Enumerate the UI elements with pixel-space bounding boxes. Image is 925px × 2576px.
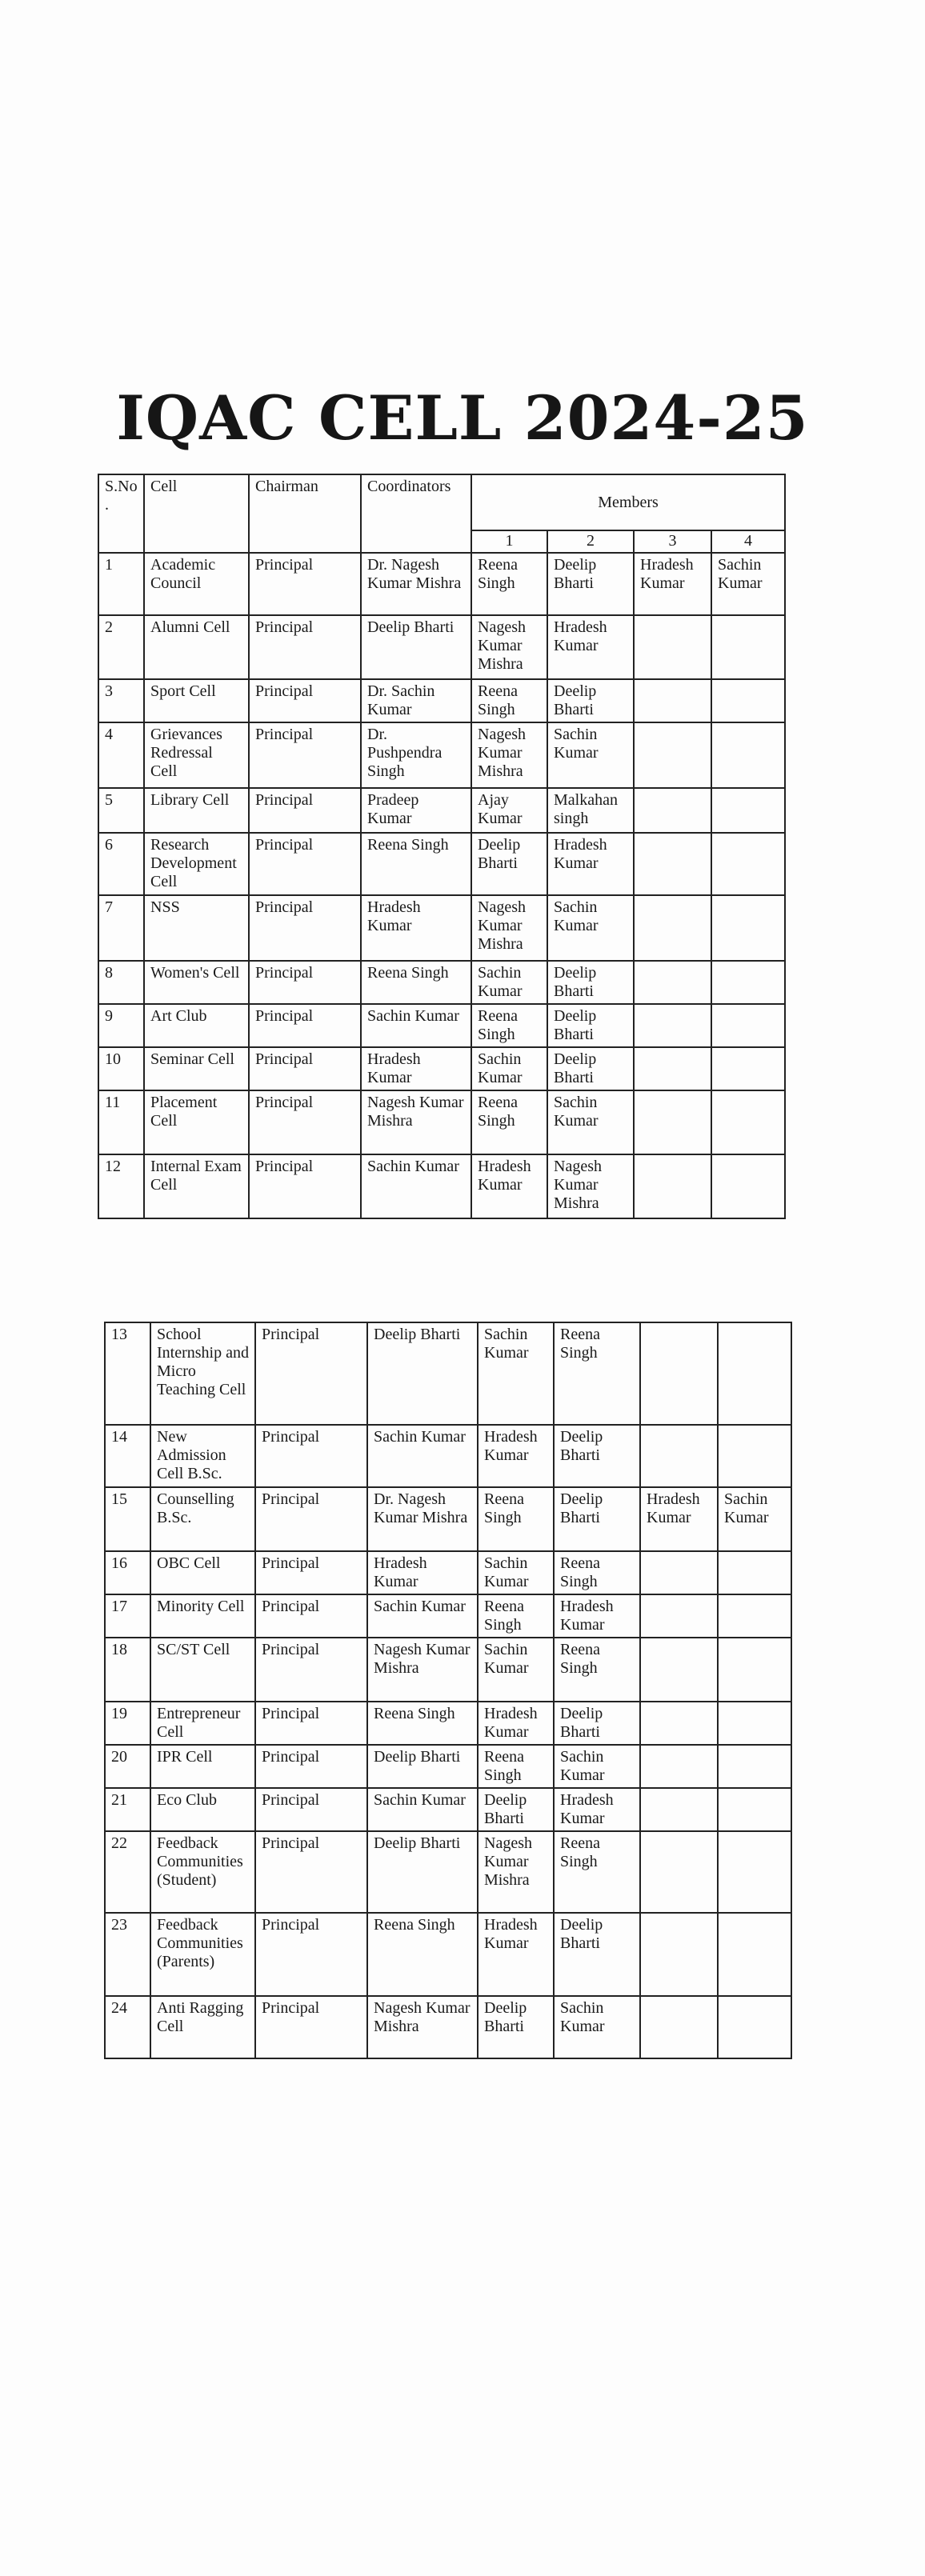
cell-m3 xyxy=(640,1831,718,1913)
table-row xyxy=(98,1047,785,1090)
cell-sno: 21 xyxy=(105,1788,150,1831)
table-row xyxy=(98,1090,785,1154)
cell-coordinator: Deelip Bharti xyxy=(367,1831,478,1913)
cell-m1: Reena Singh xyxy=(478,1487,554,1551)
cell-m1: Nagesh Kumar Mishra xyxy=(478,1831,554,1913)
cell-m1: Deelip Bharti xyxy=(478,1788,554,1831)
cell-m1: Ajay Kumar xyxy=(471,788,547,833)
member-number: 2 xyxy=(547,530,634,553)
cell-sno: 18 xyxy=(105,1638,150,1702)
cell-cell: IPR Cell xyxy=(150,1745,255,1788)
cell-chairman: Principal xyxy=(249,722,361,788)
cell-m4 xyxy=(718,1745,791,1788)
cell-coordinator: Sachin Kumar xyxy=(367,1594,478,1638)
cell-m4 xyxy=(718,1702,791,1745)
cell-cell: Feedback Communities (Parents) xyxy=(150,1913,255,1996)
cell-cell: Internal Exam Cell xyxy=(144,1154,249,1218)
header-row xyxy=(98,474,785,530)
cell-coordinator: Hradesh Kumar xyxy=(361,1047,471,1090)
cell-m3 xyxy=(634,788,711,833)
cell-m2: Sachin Kumar xyxy=(554,1996,640,2058)
cell-sno: 23 xyxy=(105,1913,150,1996)
cell-coordinator: Reena Singh xyxy=(361,961,471,1004)
table-row xyxy=(105,1322,791,1425)
cell-m2: Deelip Bharti xyxy=(547,1004,634,1047)
table-row xyxy=(105,1745,791,1788)
cell-coordinator: Sachin Kumar xyxy=(367,1788,478,1831)
cell-m3 xyxy=(634,1154,711,1218)
cell-m3 xyxy=(634,961,711,1004)
cell-m1: Reena Singh xyxy=(478,1745,554,1788)
cell-cell: New Admission Cell B.Sc. xyxy=(150,1425,255,1487)
cell-m4 xyxy=(711,833,785,895)
cell-m2: Sachin Kumar xyxy=(547,895,634,961)
cell-chairman: Principal xyxy=(255,1487,367,1551)
cell-m1: Hradesh Kumar xyxy=(478,1425,554,1487)
cell-coordinator: Sachin Kumar xyxy=(361,1004,471,1047)
cell-sno: 4 xyxy=(98,722,144,788)
cell-sno: 15 xyxy=(105,1487,150,1551)
cell-coordinator: Nagesh Kumar Mishra xyxy=(361,1090,471,1154)
cell-cell: Minority Cell xyxy=(150,1594,255,1638)
cell-m2: Reena Singh xyxy=(554,1638,640,1702)
cell-chairman: Principal xyxy=(255,1831,367,1913)
table-row xyxy=(105,1551,791,1594)
cell-m4 xyxy=(711,1154,785,1218)
cell-cell: Anti Ragging Cell xyxy=(150,1996,255,2058)
cell-m4: Sachin Kumar xyxy=(718,1487,791,1551)
cell-cell: Placement Cell xyxy=(144,1090,249,1154)
cell-m2: Hradesh Kumar xyxy=(547,833,634,895)
cell-coordinator: Sachin Kumar xyxy=(361,1154,471,1218)
cell-m3 xyxy=(640,1913,718,1996)
cell-m1: Reena Singh xyxy=(471,1004,547,1047)
table-row xyxy=(98,1004,785,1047)
cell-m2: Deelip Bharti xyxy=(547,679,634,722)
cell-sno: 20 xyxy=(105,1745,150,1788)
cell-m1: Deelip Bharti xyxy=(471,833,547,895)
cell-m1: Nagesh Kumar Mishra xyxy=(471,722,547,788)
cell-m3 xyxy=(640,1594,718,1638)
cell-m2: Deelip Bharti xyxy=(554,1702,640,1745)
cell-chairman: Principal xyxy=(255,1996,367,2058)
cell-coordinator: Dr. Sachin Kumar xyxy=(361,679,471,722)
cell-m1: Reena Singh xyxy=(471,1090,547,1154)
cell-m2: Hradesh Kumar xyxy=(554,1788,640,1831)
cell-m2: Deelip Bharti xyxy=(547,553,634,615)
cell-m4 xyxy=(711,615,785,679)
cell-cell: Art Club xyxy=(144,1004,249,1047)
table-row xyxy=(98,833,785,895)
cell-sno: 22 xyxy=(105,1831,150,1913)
table-row xyxy=(105,1996,791,2058)
cell-m2: Deelip Bharti xyxy=(547,961,634,1004)
table-row xyxy=(105,1594,791,1638)
cell-m1: Deelip Bharti xyxy=(478,1996,554,2058)
cell-chairman: Principal xyxy=(255,1425,367,1487)
cell-sno: 1 xyxy=(98,553,144,615)
cell-m4 xyxy=(711,961,785,1004)
cell-m3 xyxy=(640,1551,718,1594)
cell-m4 xyxy=(718,1831,791,1913)
cell-chairman: Principal xyxy=(255,1788,367,1831)
cell-m1: Nagesh Kumar Mishra xyxy=(471,895,547,961)
cell-cell: Research Development Cell xyxy=(144,833,249,895)
iqac-table-part-2 xyxy=(104,1322,792,2059)
cell-cell: Feedback Communities (Student) xyxy=(150,1831,255,1913)
member-number: 1 xyxy=(471,530,547,553)
cell-m3 xyxy=(640,1638,718,1702)
cell-m3: Hradesh Kumar xyxy=(634,553,711,615)
cell-m4 xyxy=(711,788,785,833)
cell-chairman: Principal xyxy=(255,1638,367,1702)
cell-m4 xyxy=(718,1996,791,2058)
cell-chairman: Principal xyxy=(249,1090,361,1154)
cell-m3 xyxy=(640,1996,718,2058)
cell-coordinator: Dr. Pushpendra Singh xyxy=(361,722,471,788)
cell-coordinator: Dr. Nagesh Kumar Mishra xyxy=(367,1487,478,1551)
cell-m4 xyxy=(718,1322,791,1425)
cell-m4 xyxy=(711,722,785,788)
cell-m4 xyxy=(718,1594,791,1638)
cell-chairman: Principal xyxy=(249,833,361,895)
cell-m4 xyxy=(718,1551,791,1594)
cell-m3 xyxy=(634,679,711,722)
cell-m3 xyxy=(634,833,711,895)
cell-sno: 11 xyxy=(98,1090,144,1154)
cell-m2: Hradesh Kumar xyxy=(554,1594,640,1638)
cell-chairman: Principal xyxy=(249,1154,361,1218)
cell-chairman: Principal xyxy=(249,961,361,1004)
header-chairman: Chairman xyxy=(249,474,361,553)
cell-m3 xyxy=(640,1745,718,1788)
cell-chairman: Principal xyxy=(249,788,361,833)
cell-m4 xyxy=(718,1913,791,1996)
page-title: IQAC CELL 2024-25 xyxy=(116,382,809,454)
header-cell: Cell xyxy=(144,474,249,553)
cell-m1: Hradesh Kumar xyxy=(478,1913,554,1996)
cell-cell: Sport Cell xyxy=(144,679,249,722)
cell-m4 xyxy=(711,1047,785,1090)
cell-m4 xyxy=(711,895,785,961)
cell-chairman: Principal xyxy=(255,1913,367,1996)
cell-sno: 2 xyxy=(98,615,144,679)
table-row xyxy=(98,722,785,788)
cell-cell: Eco Club xyxy=(150,1788,255,1831)
table-row xyxy=(105,1638,791,1702)
cell-cell: Counselling B.Sc. xyxy=(150,1487,255,1551)
cell-cell: Alumni Cell xyxy=(144,615,249,679)
cell-sno: 5 xyxy=(98,788,144,833)
cell-m1: Sachin Kumar xyxy=(478,1551,554,1594)
cell-m2: Sachin Kumar xyxy=(547,722,634,788)
cell-m2: Reena Singh xyxy=(554,1322,640,1425)
cell-m3 xyxy=(634,895,711,961)
cell-m2: Deelip Bharti xyxy=(554,1487,640,1551)
table-row xyxy=(105,1487,791,1551)
cell-m1: Sachin Kumar xyxy=(471,1047,547,1090)
cell-m3 xyxy=(634,1047,711,1090)
cell-coordinator: Deelip Bharti xyxy=(367,1322,478,1425)
cell-m4 xyxy=(711,1090,785,1154)
cell-cell: Academic Council xyxy=(144,553,249,615)
cell-coordinator: Sachin Kumar xyxy=(367,1425,478,1487)
cell-m1: Reena Singh xyxy=(478,1594,554,1638)
cell-cell: SC/ST Cell xyxy=(150,1638,255,1702)
cell-sno: 10 xyxy=(98,1047,144,1090)
cell-coordinator: Deelip Bharti xyxy=(367,1745,478,1788)
cell-coordinator: Deelip Bharti xyxy=(361,615,471,679)
cell-m4 xyxy=(718,1425,791,1487)
cell-sno: 17 xyxy=(105,1594,150,1638)
cell-m3 xyxy=(634,1004,711,1047)
cell-m2: Sachin Kumar xyxy=(554,1745,640,1788)
cell-sno: 24 xyxy=(105,1996,150,2058)
cell-m1: Sachin Kumar xyxy=(478,1638,554,1702)
cell-m3 xyxy=(640,1788,718,1831)
header-members: Members xyxy=(471,474,785,530)
cell-cell: Grievances Redressal Cell xyxy=(144,722,249,788)
cell-cell: OBC Cell xyxy=(150,1551,255,1594)
cell-cell: Seminar Cell xyxy=(144,1047,249,1090)
cell-coordinator: Hradesh Kumar xyxy=(367,1551,478,1594)
cell-m3 xyxy=(634,615,711,679)
table-row xyxy=(98,615,785,679)
cell-cell: Entrepreneur Cell xyxy=(150,1702,255,1745)
cell-m3 xyxy=(640,1322,718,1425)
cell-chairman: Principal xyxy=(249,1004,361,1047)
cell-coordinator: Pradeep Kumar xyxy=(361,788,471,833)
cell-m2: Deelip Bharti xyxy=(547,1047,634,1090)
cell-coordinator: Reena Singh xyxy=(361,833,471,895)
cell-m2: Deelip Bharti xyxy=(554,1913,640,1996)
cell-m2: Reena Singh xyxy=(554,1831,640,1913)
cell-m1: Hradesh Kumar xyxy=(471,1154,547,1218)
cell-coordinator: Reena Singh xyxy=(367,1913,478,1996)
cell-sno: 16 xyxy=(105,1551,150,1594)
cell-sno: 14 xyxy=(105,1425,150,1487)
table-row xyxy=(98,1154,785,1218)
cell-m1: Reena Singh xyxy=(471,553,547,615)
cell-m4 xyxy=(718,1788,791,1831)
table-row xyxy=(105,1788,791,1831)
cell-m1: Reena Singh xyxy=(471,679,547,722)
cell-coordinator: Nagesh Kumar Mishra xyxy=(367,1996,478,2058)
cell-sno: 13 xyxy=(105,1322,150,1425)
header-sno: S.No. xyxy=(98,474,144,553)
cell-sno: 3 xyxy=(98,679,144,722)
cell-chairman: Principal xyxy=(249,679,361,722)
cell-m1: Hradesh Kumar xyxy=(478,1702,554,1745)
table-row xyxy=(98,679,785,722)
table-row xyxy=(105,1913,791,1996)
cell-chairman: Principal xyxy=(255,1594,367,1638)
cell-chairman: Principal xyxy=(249,615,361,679)
member-number: 3 xyxy=(634,530,711,553)
cell-sno: 12 xyxy=(98,1154,144,1218)
cell-m3: Hradesh Kumar xyxy=(640,1487,718,1551)
cell-sno: 9 xyxy=(98,1004,144,1047)
cell-m2: Nagesh Kumar Mishra xyxy=(547,1154,634,1218)
cell-cell: School Internship and Micro Teaching Cell xyxy=(150,1322,255,1425)
cell-m4 xyxy=(711,1004,785,1047)
cell-coordinator: Nagesh Kumar Mishra xyxy=(367,1638,478,1702)
cell-m2: Malkahan singh xyxy=(547,788,634,833)
cell-m1: Sachin Kumar xyxy=(478,1322,554,1425)
cell-m1: Nagesh Kumar Mishra xyxy=(471,615,547,679)
table-row xyxy=(105,1702,791,1745)
cell-m4 xyxy=(718,1638,791,1702)
cell-chairman: Principal xyxy=(249,1047,361,1090)
table-row xyxy=(98,895,785,961)
table-row xyxy=(98,788,785,833)
cell-cell: NSS xyxy=(144,895,249,961)
cell-m3 xyxy=(640,1425,718,1487)
table-row xyxy=(105,1425,791,1487)
cell-cell: Library Cell xyxy=(144,788,249,833)
cell-chairman: Principal xyxy=(255,1322,367,1425)
cell-chairman: Principal xyxy=(255,1745,367,1788)
cell-sno: 6 xyxy=(98,833,144,895)
cell-m4: Sachin Kumar xyxy=(711,553,785,615)
cell-cell: Women's Cell xyxy=(144,961,249,1004)
cell-m1: Sachin Kumar xyxy=(471,961,547,1004)
cell-sno: 8 xyxy=(98,961,144,1004)
cell-coordinator: Reena Singh xyxy=(367,1702,478,1745)
cell-m2: Reena Singh xyxy=(554,1551,640,1594)
cell-chairman: Principal xyxy=(249,553,361,615)
cell-m4 xyxy=(711,679,785,722)
cell-chairman: Principal xyxy=(249,895,361,961)
cell-m3 xyxy=(640,1702,718,1745)
iqac-table-part-1 xyxy=(98,474,786,1219)
cell-m2: Deelip Bharti xyxy=(554,1425,640,1487)
cell-m3 xyxy=(634,722,711,788)
table-row xyxy=(105,1831,791,1913)
cell-sno: 19 xyxy=(105,1702,150,1745)
header-coordinators: Coordinators xyxy=(361,474,471,553)
table-row xyxy=(98,553,785,615)
table-row xyxy=(98,961,785,1004)
member-number: 4 xyxy=(711,530,785,553)
cell-m3 xyxy=(634,1090,711,1154)
cell-m2: Hradesh Kumar xyxy=(547,615,634,679)
cell-chairman: Principal xyxy=(255,1702,367,1745)
cell-sno: 7 xyxy=(98,895,144,961)
cell-coordinator: Dr. Nagesh Kumar Mishra xyxy=(361,553,471,615)
cell-coordinator: Hradesh Kumar xyxy=(361,895,471,961)
cell-chairman: Principal xyxy=(255,1551,367,1594)
cell-m2: Sachin Kumar xyxy=(547,1090,634,1154)
